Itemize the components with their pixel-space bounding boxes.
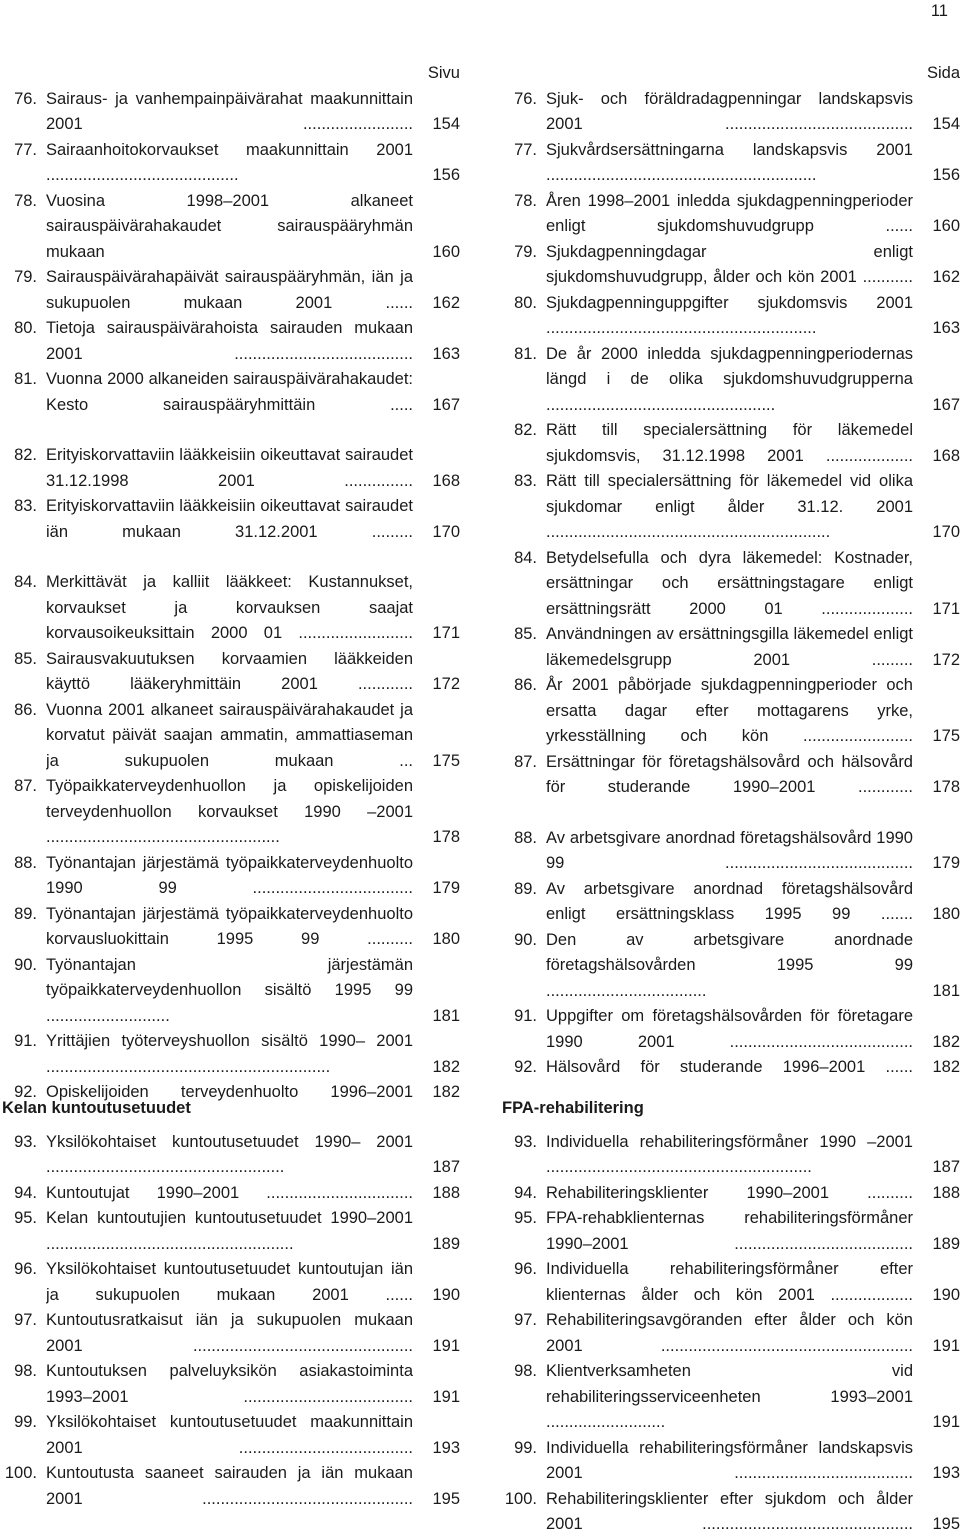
entry-title: Erityiskorvattaviin lääkkeisiin oikeuttavat sairaudet iän mukaan 31.12.2001 .........: [46, 497, 413, 541]
entry-title: Rätt till specialersättning för läkemedel vid olika sjukdomar enligt ålder 31.12. 2001 ..............................................................: [546, 472, 913, 541]
entry-title: Av arbetsgivare anordnad företagshälsovård enligt ersättningsklass 1995 99 .......: [546, 879, 913, 923]
entry-number: 86.: [14, 700, 37, 719]
entry-title: Työnantajan järjestämä työpaikkaterveydenhuolto korvausluokittain 1995 99 ..........: [46, 904, 413, 948]
toc-entry: [500, 546, 960, 623]
entry-title: De år 2000 inledda sjukdagpenningperiodernas längd i de olika sjukdomshuvudgrupperna ..................................................: [546, 344, 913, 414]
toc-entry: [500, 1308, 960, 1359]
toc-entry: [0, 87, 460, 138]
toc-entry: [500, 1055, 960, 1081]
toc-entry: [500, 469, 960, 546]
toc-entry: [500, 1130, 960, 1181]
entry-number: 82.: [514, 421, 537, 439]
entry-page: 189: [432, 1234, 460, 1253]
toc-swedish-health: [500, 61, 960, 1081]
entry-number: 88.: [514, 828, 537, 847]
toc-finnish-rehabilitation: [0, 1096, 460, 1512]
entry-page: 189: [932, 1234, 960, 1253]
entry-page: 160: [432, 242, 460, 261]
toc-entry: [500, 928, 960, 1005]
toc-entry: [0, 1130, 460, 1181]
toc-entry: [500, 1004, 960, 1055]
entry-number: 99.: [14, 1413, 37, 1431]
page-number: 11: [930, 2, 948, 20]
entry-title: Yrittäjien työterveyshuollon sisältö 1990– 2001 ..............................................................: [46, 1032, 413, 1076]
entry-page: 160: [932, 217, 960, 235]
entry-page: 168: [432, 471, 460, 490]
toc-entry: [0, 774, 460, 851]
entry-page: 195: [432, 1489, 460, 1508]
toc-entry: [0, 953, 460, 1030]
toc-entry: [0, 1359, 460, 1410]
entry-number: 76.: [514, 89, 537, 108]
toc-entry: [500, 1436, 960, 1487]
toc-entry: [0, 647, 460, 698]
entry-number: 81.: [14, 370, 37, 388]
entry-number: 79.: [514, 242, 537, 261]
entry-number: 100.: [4, 1464, 37, 1482]
entry-number: 86.: [514, 676, 537, 694]
toc-entry: [0, 902, 460, 953]
entry-page: 172: [432, 675, 460, 693]
entry-number: 76.: [14, 89, 37, 108]
entry-page: 195: [932, 1515, 960, 1533]
entry-number: 96.: [514, 1260, 537, 1278]
entry-number: 98.: [514, 1362, 537, 1380]
entry-title: Sjukvårdsersättningarna landskapsvis 2001 ...........................................................: [546, 140, 913, 184]
entry-page: 172: [932, 650, 960, 669]
toc-entry: [500, 1181, 960, 1207]
toc-entry: [0, 1461, 460, 1512]
entry-title: Rehabiliteringsklienter efter sjukdom och ålder 2001 ..............................................: [546, 1489, 913, 1533]
entry-title: Användningen av ersättningsgilla läkemedel enligt läkemedelsgrupp 2001 .........: [546, 625, 913, 669]
entry-page: 181: [432, 1006, 460, 1025]
entry-number: 81.: [514, 344, 537, 363]
entry-page: 190: [932, 1285, 960, 1304]
entry-number: 89.: [514, 879, 537, 898]
toc-entry: [500, 750, 960, 801]
entry-number: 82.: [14, 446, 37, 464]
entry-number: 92.: [14, 1083, 37, 1101]
entry-page: 178: [932, 778, 960, 796]
entry-number: 87.: [14, 777, 37, 795]
toc-entry: [500, 291, 960, 342]
entry-title: Hälsovård för studerande 1996–2001 ......: [546, 1058, 913, 1076]
entry-page: 167: [932, 395, 960, 414]
entry-title: Merkittävät ja kalliit lääkkeet: Kustannukset, korvaukset ja korvauksen saajat korvausoikeuksittain 2000 01 .........................: [46, 573, 413, 642]
toc-entry: [0, 1029, 460, 1080]
entry-page: 171: [932, 599, 960, 618]
entry-page: 175: [932, 727, 960, 745]
entry-title: Betydelsefulla och dyra läkemedel: Kostnader, ersättningar och ersättningstagare enligt ersättningsrätt 2000 01 ....................: [546, 548, 913, 618]
entry-number: 91.: [14, 1032, 37, 1050]
entry-title: Kuntoutusratkaisut iän ja sukupuolen mukaan 2001 ................................................: [46, 1311, 413, 1355]
entry-page: 171: [432, 624, 460, 642]
toc-entry: [0, 570, 460, 647]
toc-swedish-rehabilitation: [500, 1096, 960, 1538]
toc-entry: [0, 443, 460, 494]
entry-title: Individuella rehabiliteringsförmåner landskapsvis 2001 .......................................: [546, 1438, 913, 1482]
toc-entry: [0, 698, 460, 775]
entry-title: Yksilökohtaiset kuntoutusetuudet 1990– 2001 ....................................................: [46, 1132, 413, 1176]
toc-entry: [500, 826, 960, 877]
entry-title: Opiskelijoiden terveydenhuolto 1996–2001: [46, 1083, 413, 1101]
entry-number: 95.: [514, 1209, 537, 1227]
entry-page: 182: [932, 1058, 960, 1076]
entry-number: 84.: [14, 573, 37, 591]
entry-number: 98.: [14, 1362, 37, 1380]
toc-entry: [0, 1181, 460, 1207]
entry-title: Tietoja sairauspäivärahoista sairauden mukaan 2001 .......................................: [46, 319, 413, 363]
entry-number: 97.: [14, 1311, 37, 1329]
column-header-sida: Sida: [926, 64, 960, 82]
entry-title: Vuosina 1998–2001 alkaneet sairauspäivärahakaudet sairauspääryhmän mukaan: [46, 191, 413, 261]
toc-entry: [500, 622, 960, 673]
entry-page: 181: [932, 981, 960, 1000]
entry-title: Sjuk- och föräldradagpenningar landskapsvis 2001 .........................................: [546, 89, 913, 133]
entry-number: 89.: [14, 904, 37, 923]
entry-title: Yksilökohtaiset kuntoutusetuudet kuntoutujan iän ja sukupuolen mukaan 2001 ......: [46, 1260, 413, 1304]
entry-number: 94.: [14, 1183, 37, 1202]
entry-title: Sairaanhoitokorvaukset maakunnittain 2001 ..........................................: [46, 140, 413, 184]
toc-entry: [0, 138, 460, 189]
entry-title: Työnantajan järjestämä työpaikkaterveydenhuolto 1990 99 ...................................: [46, 853, 413, 897]
entry-title: Rehabiliteringsavgöranden efter ålder och kön 2001 .......................................................: [546, 1311, 913, 1355]
entry-page: 188: [932, 1183, 960, 1202]
section-heading: FPA-rehabilitering: [502, 1099, 644, 1117]
toc-entry: [0, 851, 460, 902]
column-header-sivu: Sivu: [427, 64, 460, 82]
entry-number: 100.: [504, 1489, 537, 1508]
entry-page: 162: [932, 268, 960, 286]
entry-page: 175: [432, 751, 460, 770]
entry-page: 180: [932, 905, 960, 923]
toc-entry: [0, 367, 460, 418]
toc-entry: [0, 189, 460, 266]
entry-page: 191: [932, 1336, 960, 1355]
toc-entry: [500, 240, 960, 291]
entry-number: 84.: [514, 548, 537, 567]
entry-title: Sjukdagpenninguppgifter sjukdomsvis 2001 ...........................................................: [546, 293, 913, 337]
entry-number: 78.: [514, 191, 537, 210]
entry-page: 182: [432, 1083, 460, 1101]
entry-number: 85.: [14, 649, 37, 668]
entry-page: 191: [432, 1336, 460, 1355]
entry-title: Sairaus- ja vanhempainpäivärahat maakunnittain 2001 ........................: [46, 89, 413, 133]
toc-entry: [500, 418, 960, 469]
entry-page: 179: [932, 854, 960, 872]
entry-page: 187: [432, 1158, 460, 1176]
toc-entry: [500, 1257, 960, 1308]
entry-title: Sairausvakuutuksen korvaamien lääkkeiden käyttö lääkeryhmittäin 2001 ............: [46, 649, 413, 693]
entry-title: Kuntoutuksen palveluyksikön asiakastoiminta 1993–2001 .....................................: [46, 1362, 413, 1406]
entry-number: 94.: [514, 1183, 537, 1202]
entry-title: Kelan kuntoutujien kuntoutusetuudet 1990–2001 ......................................................: [46, 1209, 413, 1253]
entry-number: 83.: [514, 472, 537, 490]
entry-page: 167: [432, 395, 460, 414]
entry-number: 80.: [514, 293, 537, 312]
toc-entry: [500, 1487, 960, 1538]
entry-number: 79.: [14, 268, 37, 286]
entry-number: 90.: [14, 955, 37, 974]
toc-entry: [0, 265, 460, 316]
toc-finnish-health: [0, 61, 460, 1106]
entry-title: Kuntoutusta saaneet sairauden ja iän mukaan 2001 ..............................................: [46, 1464, 413, 1508]
entry-number: 92.: [514, 1058, 537, 1076]
entry-title: Uppgifter om företagshälsovården för företagare 1990 2001 ........................................: [546, 1007, 913, 1051]
toc-entry: [500, 342, 960, 419]
toc-entry: [500, 1359, 960, 1436]
toc-entry: [500, 877, 960, 928]
entry-number: 97.: [514, 1311, 537, 1329]
entry-title: Av arbetsgivare anordnad företagshälsovård 1990 99 .........................................: [546, 828, 913, 872]
entry-page: 178: [432, 828, 460, 846]
entry-number: 83.: [14, 497, 37, 515]
entry-page: 182: [932, 1032, 960, 1051]
toc-entry: [0, 494, 460, 545]
entry-number: 93.: [514, 1132, 537, 1151]
toc-entry: [500, 87, 960, 138]
entry-page: 156: [432, 166, 460, 184]
toc-entry: [0, 316, 460, 367]
entry-page: 193: [932, 1464, 960, 1482]
entry-title: Klientverksamheten vid rehabiliteringsserviceenheten 1993–2001 ..........................: [546, 1362, 913, 1431]
entry-number: 85.: [514, 625, 537, 643]
entry-number: 93.: [14, 1132, 37, 1151]
entry-title: Työnantajan järjestämän työpaikkaterveydenhuollon sisältö 1995 99 ...........................: [46, 955, 413, 1025]
entry-number: 78.: [14, 191, 37, 210]
entry-page: 191: [432, 1387, 460, 1406]
entry-number: 91.: [514, 1007, 537, 1025]
entry-page: 170: [432, 522, 460, 541]
entry-page: 154: [932, 115, 960, 133]
entry-page: 182: [432, 1057, 460, 1076]
entry-number: 77.: [14, 140, 37, 159]
entry-title: Individuella rehabiliteringsförmåner 1990 –2001 ..........................................................: [546, 1132, 913, 1176]
entry-number: 96.: [14, 1260, 37, 1278]
entry-page: 190: [432, 1285, 460, 1304]
entry-title: Rätt till specialersättning för läkemedel sjukdomsvis, 31.12.1998 2001 ...................: [546, 421, 913, 465]
entry-page: 193: [432, 1438, 460, 1457]
entry-number: 77.: [514, 140, 537, 159]
entry-number: 87.: [514, 752, 537, 771]
entry-page: 154: [432, 115, 460, 133]
toc-entry: [500, 189, 960, 240]
entry-title: FPA-rehabklienternas rehabiliteringsförmåner 1990–2001 .......................................: [546, 1209, 913, 1253]
entry-page: 163: [932, 319, 960, 337]
entry-number: 80.: [14, 319, 37, 337]
entry-title: Kuntoutujat 1990–2001 ................................: [46, 1183, 413, 1202]
entry-title: Yksilökohtaiset kuntoutusetuudet maakunnittain 2001 ......................................: [46, 1413, 413, 1457]
toc-entry: [500, 673, 960, 750]
entry-number: 99.: [514, 1438, 537, 1457]
entry-page: 180: [432, 930, 460, 948]
entry-page: 188: [432, 1183, 460, 1202]
section-heading: Kelan kuntoutusetuudet: [2, 1099, 191, 1117]
toc-entry: [0, 1257, 460, 1308]
entry-page: 179: [432, 879, 460, 897]
entry-title: Individuella rehabiliteringsförmåner efter klienternas ålder och kön 2001 ..................: [546, 1260, 913, 1304]
entry-title: Erityiskorvattaviin lääkkeisiin oikeuttavat sairaudet 31.12.1998 2001 ...............: [46, 446, 413, 490]
entry-number: 88.: [14, 853, 37, 872]
entry-page: 191: [932, 1413, 960, 1431]
entry-page: 163: [432, 344, 460, 363]
toc-entry: [500, 1206, 960, 1257]
entry-page: 168: [932, 446, 960, 465]
entry-title: Ersättningar för företagshälsovård och hälsovård för studerande 1990–2001 ............: [546, 752, 913, 796]
entry-title: Vuonna 2000 alkaneiden sairauspäivärahakaudet: Kesto sairauspääryhmittäin .....: [46, 370, 413, 414]
entry-title: Vuonna 2001 alkaneet sairauspäivärahakaudet ja korvatut päivät saajan ammatin, ammattiaseman ja sukupuolen mukaan ...: [46, 700, 413, 770]
entry-page: 162: [432, 293, 460, 312]
entry-page: 170: [932, 523, 960, 541]
entry-title: Sairauspäivärahapäivät sairauspääryhmän, iän ja sukupuolen mukaan 2001 ......: [46, 268, 413, 312]
toc-entry: [500, 138, 960, 189]
entry-title: Åren 1998–2001 inledda sjukdagpenningperioder enligt sjukdomshuvudgrupp ......: [546, 191, 913, 235]
entry-title: Rehabiliteringsklienter 1990–2001 ..........: [546, 1183, 913, 1202]
entry-title: Den av arbetsgivare anordnade företagshälsovården 1995 99 ...................................: [546, 930, 913, 1000]
entry-number: 90.: [514, 930, 537, 949]
entry-page: 187: [932, 1158, 960, 1176]
toc-entry: [0, 1410, 460, 1461]
entry-page: 156: [932, 166, 960, 184]
entry-title: År 2001 påbörjade sjukdagpenningperioder och ersatta dagar efter mottagarens yrke, yrkesställning och kön ........................: [546, 676, 913, 745]
entry-number: 95.: [14, 1209, 37, 1227]
toc-entry: [0, 1206, 460, 1257]
entry-title: Työpaikkaterveydenhuollon ja opiskelijoiden terveydenhuollon korvaukset 1990 –2001 ...................................................: [46, 777, 413, 846]
toc-entry: [0, 1308, 460, 1359]
entry-title: Sjukdagpenningdagar enligt sjukdomshuvudgrupp, ålder och kön 2001 ...........: [546, 242, 913, 286]
